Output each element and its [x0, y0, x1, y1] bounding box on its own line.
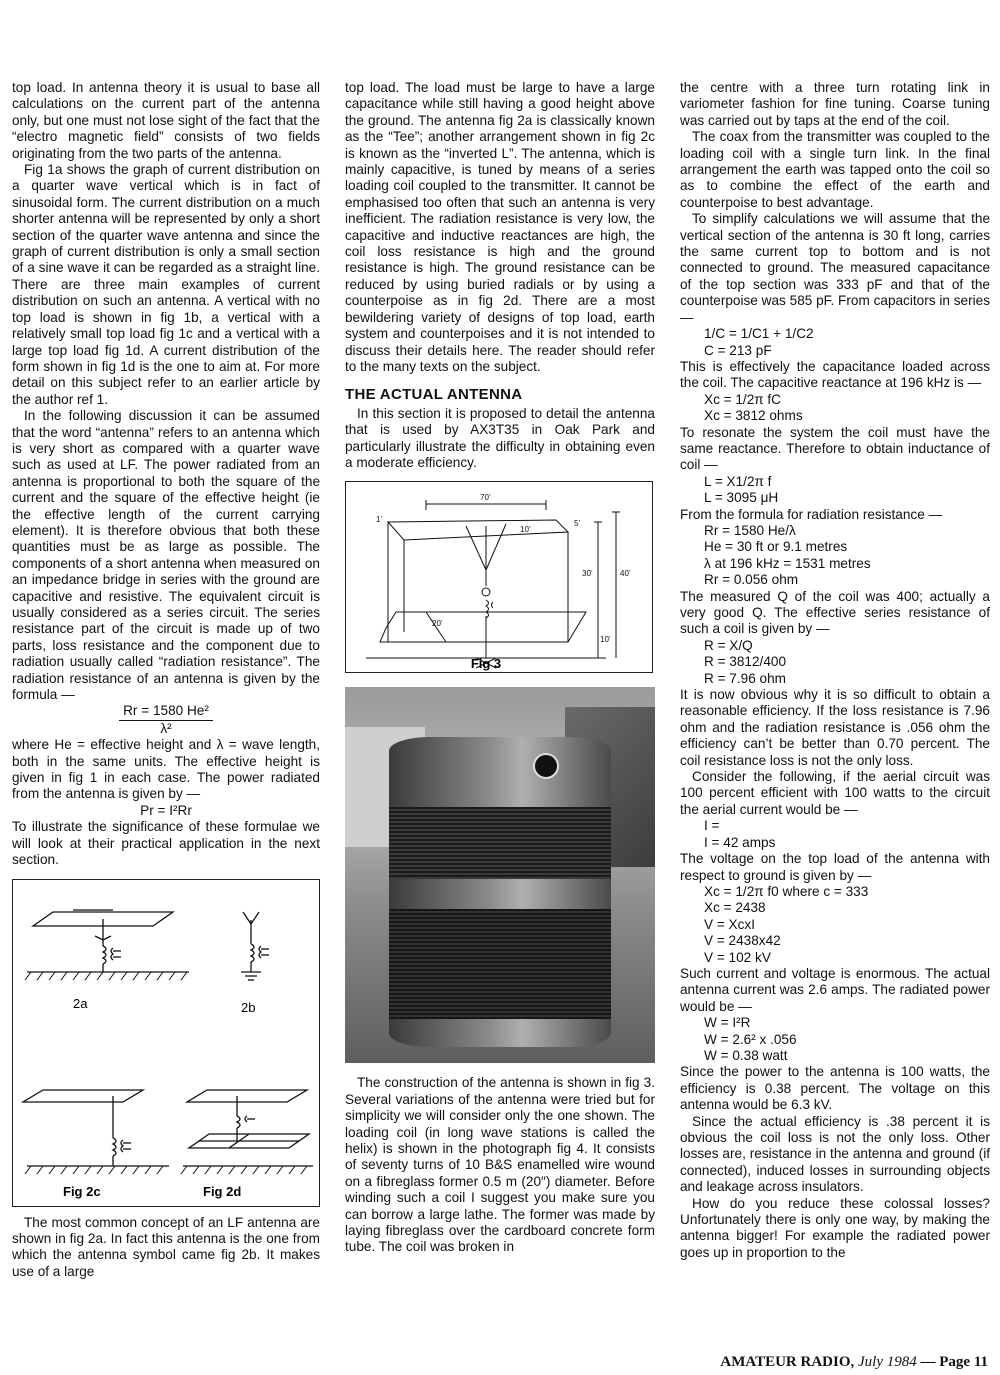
column-3: [680, 80, 990, 1261]
equation: R = 3812/400: [704, 654, 787, 670]
paragraph: Consider the following, if the aerial circuit was 100 percent efficient with 100 watts to the circuit the aerial current would be —: [680, 769, 990, 817]
equation: V = 102 kV: [704, 949, 771, 965]
paragraph: In the following discussion it can be assumed that the word “antenna” refers to an antenna which is very short as compared with a quarter wave such as used at LF. The power radiated from an antenna is proportional to both the square of the current and the square of the effective height (ie the effective length of the current carrying element). It is therefore obvious that both these quantities must be as large as possible. The components of a short antenna when measured on an impedance bridge in series with the ground are capacitive and resistive. The equivalent circuit is usually considered as a series circuit. The series resistance part of the circuit is made up of two parts, loss resistance and the component due to radiation usually called “radiation resistance”. The radiation resistance of an antenna is given by the formula —: [12, 408, 320, 703]
paragraph: This is effectively the capacitance loaded across the coil. The capacitive reactance at 196 kHz is —: [680, 358, 990, 391]
magazine-title: AMATEUR RADIO,: [720, 1354, 855, 1370]
dimension-label: 40’: [620, 569, 631, 579]
paragraph: Such current and voltage is enormous. The actual antenna current was 2.6 amps. The radiated power would be —: [680, 965, 990, 1014]
paragraph: How do you reduce these colossal losses? Unfortunately there is only one way, by making the antenna bigger! For example the radiated power goes up in proportion to the: [680, 1195, 990, 1260]
radiation-resistance-formula: [12, 703, 320, 737]
figure-3-drawing: [346, 482, 652, 672]
dimension-label: 1’: [376, 515, 383, 525]
fig-2b-label: 2b: [241, 999, 256, 1015]
dimension-label: 20’: [432, 619, 443, 629]
equation: Xc = 2438: [704, 900, 766, 916]
paragraph: To simplify calculations we will assume that the vertical section of the antenna is 30 ft long, carries the same current top to bottom and is not connected to ground. The measured capacitance of the top section was 333 pF and that of the counterpoise was 585 pF. From capacitors in series —: [680, 211, 990, 325]
paragraph: where He = effective height and λ = wave length, both in the same units. The effective height is given in fig 1 in each case. The power radiated from the antenna is given by —: [12, 737, 320, 802]
equation: He = 30 ft or 9.1 metres: [704, 539, 848, 555]
power-formula: Pr = I²Rr: [140, 802, 192, 818]
fig-2d-label: Fig 2d: [203, 1183, 242, 1199]
equation: Xc = 1/2π fC: [704, 391, 782, 407]
equation: R = X/Q: [704, 637, 753, 653]
fig-2c-label: Fig 2c: [63, 1183, 101, 1199]
fig-2a-label: 2a: [73, 995, 88, 1011]
equation: R = 7.96 ohm: [704, 670, 786, 686]
equation: C = 213 pF: [704, 342, 772, 358]
equation: λ at 196 kHz = 1531 metres: [704, 555, 871, 571]
equation: L = X1/2π f: [704, 473, 772, 489]
paragraph: Since the actual efficiency is .38 percent it is obvious the coil loss is not the only loss. Other losses are, resistance in the antenna and ground (if connected), induced losses in surrounding objects and leakage across insulators.: [680, 1113, 990, 1195]
figure-2-drawing: [13, 880, 319, 1206]
equation: L = 3095 μH: [704, 490, 779, 506]
paragraph: The most common concept of an LF antenna are shown in fig 2a. In fact this antenna is the one from which the antenna symbol came fig 2b. It makes use of a large: [12, 1214, 320, 1279]
paragraph: the centre with a three turn rotating link in variometer fashion for fine tuning. Coarse tuning was carried out by taps at the end of the coil.: [680, 80, 990, 128]
formula-numerator: Rr = 1580 He²: [119, 703, 213, 720]
paragraph: It is now obvious why it is so difficult to obtain a reasonable efficiency. If the loss resistance is 7.96 ohm and the radiation resistance is .056 ohm the efficiency can’t be better than 0.70 percent. The coil resistance loss is not the only loss.: [680, 687, 990, 768]
paragraph: In this section it is proposed to detail the antenna that is used by AX3T35 in Oak Park and particularly illustrate the difficulty in obtaining even a moderate efficiency.: [345, 405, 655, 470]
dimension-label: 10’: [600, 635, 611, 645]
equation: I =: [704, 818, 720, 834]
dimension-label: 10’: [520, 525, 531, 535]
column-2: [345, 80, 655, 1256]
paragraph: The construction of the antenna is shown in fig 3. Several variations of the antenna were tried but for simplicity we will consider only the one shown. The loading coil (in long wave stations is called the helix) is shown in the photograph fig 4. It consists of seventy turns of 10 B&S enamelled wire wound on a fibreglass former 0.5 m (20″) diameter. Before winding such a coil I suggest you make sure you can borrow a large lathe. The former was made by laying fibreglass over the cardboard concrete form tube. The coil was broken in: [345, 1075, 655, 1255]
ground-hatching: [25, 972, 307, 1174]
section-heading: THE ACTUAL ANTENNA: [345, 386, 523, 404]
equation: V = 2438x42: [704, 933, 781, 949]
paragraph: From the formula for radiation resistance —: [680, 506, 943, 522]
equation: Rr = 1580 He/λ: [704, 522, 796, 538]
equation: Xc = 3812 ohms: [704, 408, 803, 424]
dimension-label: 30’: [582, 569, 593, 579]
dimension-label: 70’: [480, 493, 491, 503]
page-footer: [720, 1354, 988, 1371]
paragraph: To illustrate the significance of these formulae we will look at their practical application in the next section.: [12, 819, 320, 868]
paragraph: The voltage on the top load of the antenna with respect to ground is given by —: [680, 851, 990, 883]
paragraph: The coax from the transmitter was coupled to the loading coil with a single turn link. In the final arrangement the earth was tapped onto the coil so as to combine the effect of the earth and counterpoise to best advantage.: [680, 129, 990, 210]
equation: V = XcxI: [704, 916, 755, 932]
paragraph: Fig 1a shows the graph of current distribution on a quarter wave vertical which is in fact of sinusoidal form. The current distribution on a much shorter antenna will be represented by only a short section of the quarter wave antenna and since the graph of current distribution is only a small section of a sine wave it can be regarded as a straight line. There are three main examples of current distribution on such an antenna. A vertical with no top load is shown in fig 1b, a vertical with a relatively small top load fig 1c and a vertical with a large top load fig 1d. A current distribution of the form shown in fig 1d is the one to aim at. For more detail on this subject refer to an earlier article by the author ref 1.: [12, 162, 320, 407]
coil-photograph: [345, 687, 655, 1063]
fig-3-caption: Fig 3: [470, 656, 502, 672]
equation: W = 0.38 watt: [704, 1047, 788, 1063]
paragraph: top load. The load must be large to have a large capacitance while still having a good height above the ground. The antenna fig 2a is classically known as the “Tee”; another arrangement shown in fig 2c is known as the “inverted L”. The antenna, which is mainly capacitive, is tuned by means of a series loading coil coupled to the transmitter. It cannot be emphasised too often that such an antenna is very inefficient. The radiation resistance is very low, the capacitive and inductive reactances are high, the coil loss resistance is high and the ground resistance is high. The ground resistance can be reduced by using buried radials or by using a counterpoise as in fig 2d. There are a most bewildering variety of designs of top load, earth system and counterpoises and it is not intended to discuss their details here. The reader should refer to the many texts on the subject.: [345, 80, 655, 374]
equation: Rr = 0.056 ohm: [704, 572, 799, 588]
paragraph: Since the power to the antenna is 100 watts, the efficiency is 0.38 percent. The voltage on this antenna would be 6.3 kV.: [680, 1064, 990, 1113]
equation: W = I²R: [704, 1015, 751, 1031]
column-1: [12, 80, 320, 1280]
paragraph: top load. In antenna theory it is usual to base all calculations on the current part of the antenna only, but one must not lose sight of the fact that the “electro magnetic field” consists of two fields originating from the two parts of the antenna.: [12, 80, 320, 161]
figure-2: [12, 879, 320, 1207]
paragraph: The measured Q of the coil was 400; actually a very good Q. The effective series resistance of such a coil is given by —: [680, 588, 990, 637]
issue-date: July 1984: [858, 1354, 917, 1370]
equation: I = 42 amps: [704, 834, 776, 850]
dimension-label: 5’: [574, 519, 581, 529]
formula-denominator: λ²: [160, 720, 172, 736]
equation: W = 2.6² x .056: [704, 1031, 797, 1047]
equation: Xc = 1/2π f0 where c = 333: [704, 883, 869, 899]
figure-3: [345, 481, 653, 673]
paragraph: To resonate the system the coil must have the same reactance. Therefore to obtain inductance of coil —: [680, 424, 990, 473]
equation: 1/C = 1/C1 + 1/C2: [704, 326, 814, 342]
page-number: — Page 11: [920, 1354, 988, 1370]
